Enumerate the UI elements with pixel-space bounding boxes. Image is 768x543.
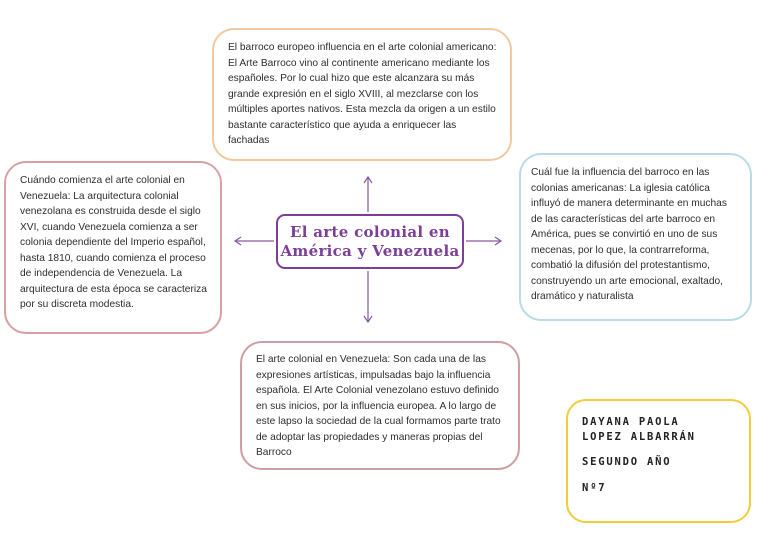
author-grade: SEGUNDO AÑO (582, 456, 672, 469)
concept-text-left: Cuándo comienza el arte colonial en Venezuela: La arquitectura colonial venezolana es construida desde el siglo XVI, cuando Venezuela comienza a ser colonia dependiente del Imperio español, hasta 1810, cuando comienza el proceso de independencia de Venezuela. La arquitectura de esta época se caracteriza por su discreta modestia. (20, 175, 207, 310)
central-title-line2: América y Venezuela (280, 241, 460, 260)
concept-box-left (4, 161, 222, 334)
concept-text-right: Cuál fue la influencia del barroco en las colonias americanas: La iglesia católica influyó de manera determinante en muchas de las características del arte barroco en América, pues se convirtió en uno de sus mecenas, por lo que, la contrarreforma, combatió la difusión del protestantismo, construyendo un arte emocional, exaltado, dramático y naturalista (531, 167, 727, 302)
central-title-line1: El arte colonial en (290, 222, 450, 241)
author-name-line2: LOPEZ ALBARRÁN (582, 430, 696, 443)
concept-text-top: El barroco europeo influencia en el arte colonial americano: El Arte Barroco vino al continente americano mediante los españoles. Por lo cual hizo que este alcanzara su más grande expresión en el siglo XVIII, al mezclarse con los múltiples aportes nativos. Esta mezcla da origen a un estilo bastante característico que ayuda a enriquecer las fachadas (228, 42, 497, 146)
arrow-right-head (495, 237, 501, 245)
arrow-left-head (235, 237, 241, 245)
concept-box-bottom (240, 341, 520, 470)
author-box (566, 399, 751, 523)
central-title-box (276, 214, 464, 269)
concept-box-top (212, 28, 512, 161)
arrow-down-head (364, 316, 372, 322)
concept-box-right (519, 153, 752, 321)
arrow-up-head (364, 177, 372, 183)
author-number: Nº7 (582, 481, 607, 494)
concept-text-bottom: El arte colonial en Venezuela: Son cada una de las expresiones artísticas, impulsadas bajo la influencia española. El Arte Colonial venezolano estuvo definido en sus inicios, por la influencia europea. A lo largo de este lapso la sociedad de la cual formamos parte trato de adoptar las propiedades y maneras propias del Barroco (256, 354, 501, 458)
author-name-line1: DAYANA PAOLA (582, 416, 680, 428)
